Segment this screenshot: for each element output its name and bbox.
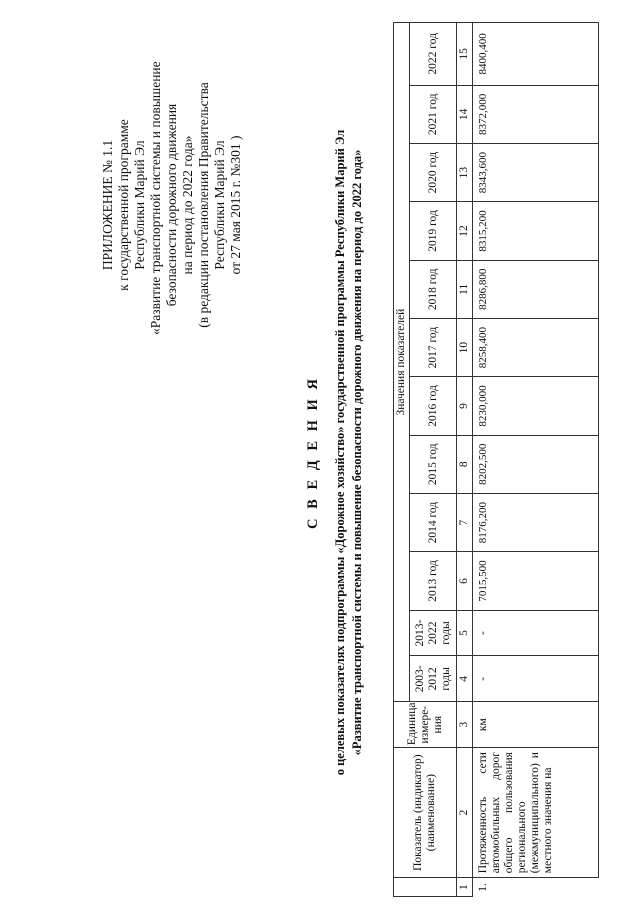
header-year: 2013 год <box>410 552 457 610</box>
header-year: 2022 год <box>410 23 457 86</box>
column-number: 12 <box>457 202 473 260</box>
header-year: 2017 год <box>410 318 457 376</box>
column-number: 15 <box>457 23 473 86</box>
column-number: 6 <box>457 552 473 610</box>
appendix-line: к государственной программе <box>116 119 131 291</box>
row-year-value: 8176,200 <box>473 493 599 551</box>
header-values-group: Значения показателей <box>394 23 410 702</box>
appendix-line: безопасности дорожного движения <box>164 103 179 307</box>
header-year: 2014 год <box>410 493 457 551</box>
column-number: 1 <box>457 878 473 897</box>
indicators-table <box>393 22 599 897</box>
table-row <box>473 23 599 897</box>
column-number: 14 <box>457 85 473 143</box>
column-number: 4 <box>457 656 473 702</box>
row-year-value: 7015,500 <box>473 552 599 610</box>
header-year: 2020 год <box>410 143 457 201</box>
header-blank <box>394 878 457 897</box>
row-number: 1. <box>477 883 489 892</box>
appendix-line: на период до 2022 года» <box>180 135 195 275</box>
header-period: 2013-2022 годы <box>410 610 457 656</box>
document-title: С В Е Д Е Н И Я <box>305 376 321 529</box>
column-number: 3 <box>457 702 473 748</box>
header-year: 2016 год <box>410 377 457 435</box>
appendix-line: «Развитие транспортной системы и повышение <box>148 61 163 335</box>
column-number: 8 <box>457 435 473 493</box>
row-year-value: 8343,600 <box>473 143 599 201</box>
row-year-value: 8315,200 <box>473 202 599 260</box>
column-number: 5 <box>457 610 473 656</box>
row-period-value: - <box>473 656 599 702</box>
row-year-value: 8286,800 <box>473 260 599 318</box>
column-number: 2 <box>457 748 473 878</box>
header-year: 2018 год <box>410 260 457 318</box>
header-year: 2021 год <box>410 85 457 143</box>
row-period-value: - <box>473 610 599 656</box>
column-number: 11 <box>457 260 473 318</box>
document-subtitle-line2: «Развитие транспортной системы и повышение безопасности дорожного движения на период до 2022 года» <box>350 149 364 756</box>
row-year-value: 8230,000 <box>473 377 599 435</box>
appendix-block <box>100 61 244 335</box>
appendix-line: ПРИЛОЖЕНИЕ № 1.1 <box>100 139 115 271</box>
row-year-value: 8372,000 <box>473 85 599 143</box>
row-year-value: 8202,500 <box>473 435 599 493</box>
document-subtitle-line1: о целевых показателях подпрограммы «Дорожное хозяйство» государственной программы Республики Марий Эл <box>333 129 347 776</box>
header-year: 2019 год <box>410 202 457 260</box>
row-indicator-name: Протяженность сети автомобильных дорог общего пользования регионального (межмуниципального) и местного значения на <box>473 748 599 878</box>
column-number: 9 <box>457 377 473 435</box>
column-number: 13 <box>457 143 473 201</box>
appendix-line: от 27 мая 2015 г. №301 ) <box>228 135 243 275</box>
row-year-value: 8258,400 <box>473 318 599 376</box>
appendix-line: Республики Марий Эл <box>132 140 147 270</box>
row-unit: км <box>473 702 599 748</box>
header-period: 2003-2012 годы <box>410 656 457 702</box>
column-number: 7 <box>457 493 473 551</box>
header-unit: Единица измере-ния <box>394 702 457 748</box>
appendix-line: (в редакции постановления Правительства <box>196 82 211 328</box>
column-number: 10 <box>457 318 473 376</box>
header-year: 2015 год <box>410 435 457 493</box>
row-year-value: 8400,400 <box>473 23 599 86</box>
header-indicator: Показатель (индикатор) (наименование) <box>394 748 457 878</box>
appendix-line: Республики Марий Эл <box>212 140 227 270</box>
